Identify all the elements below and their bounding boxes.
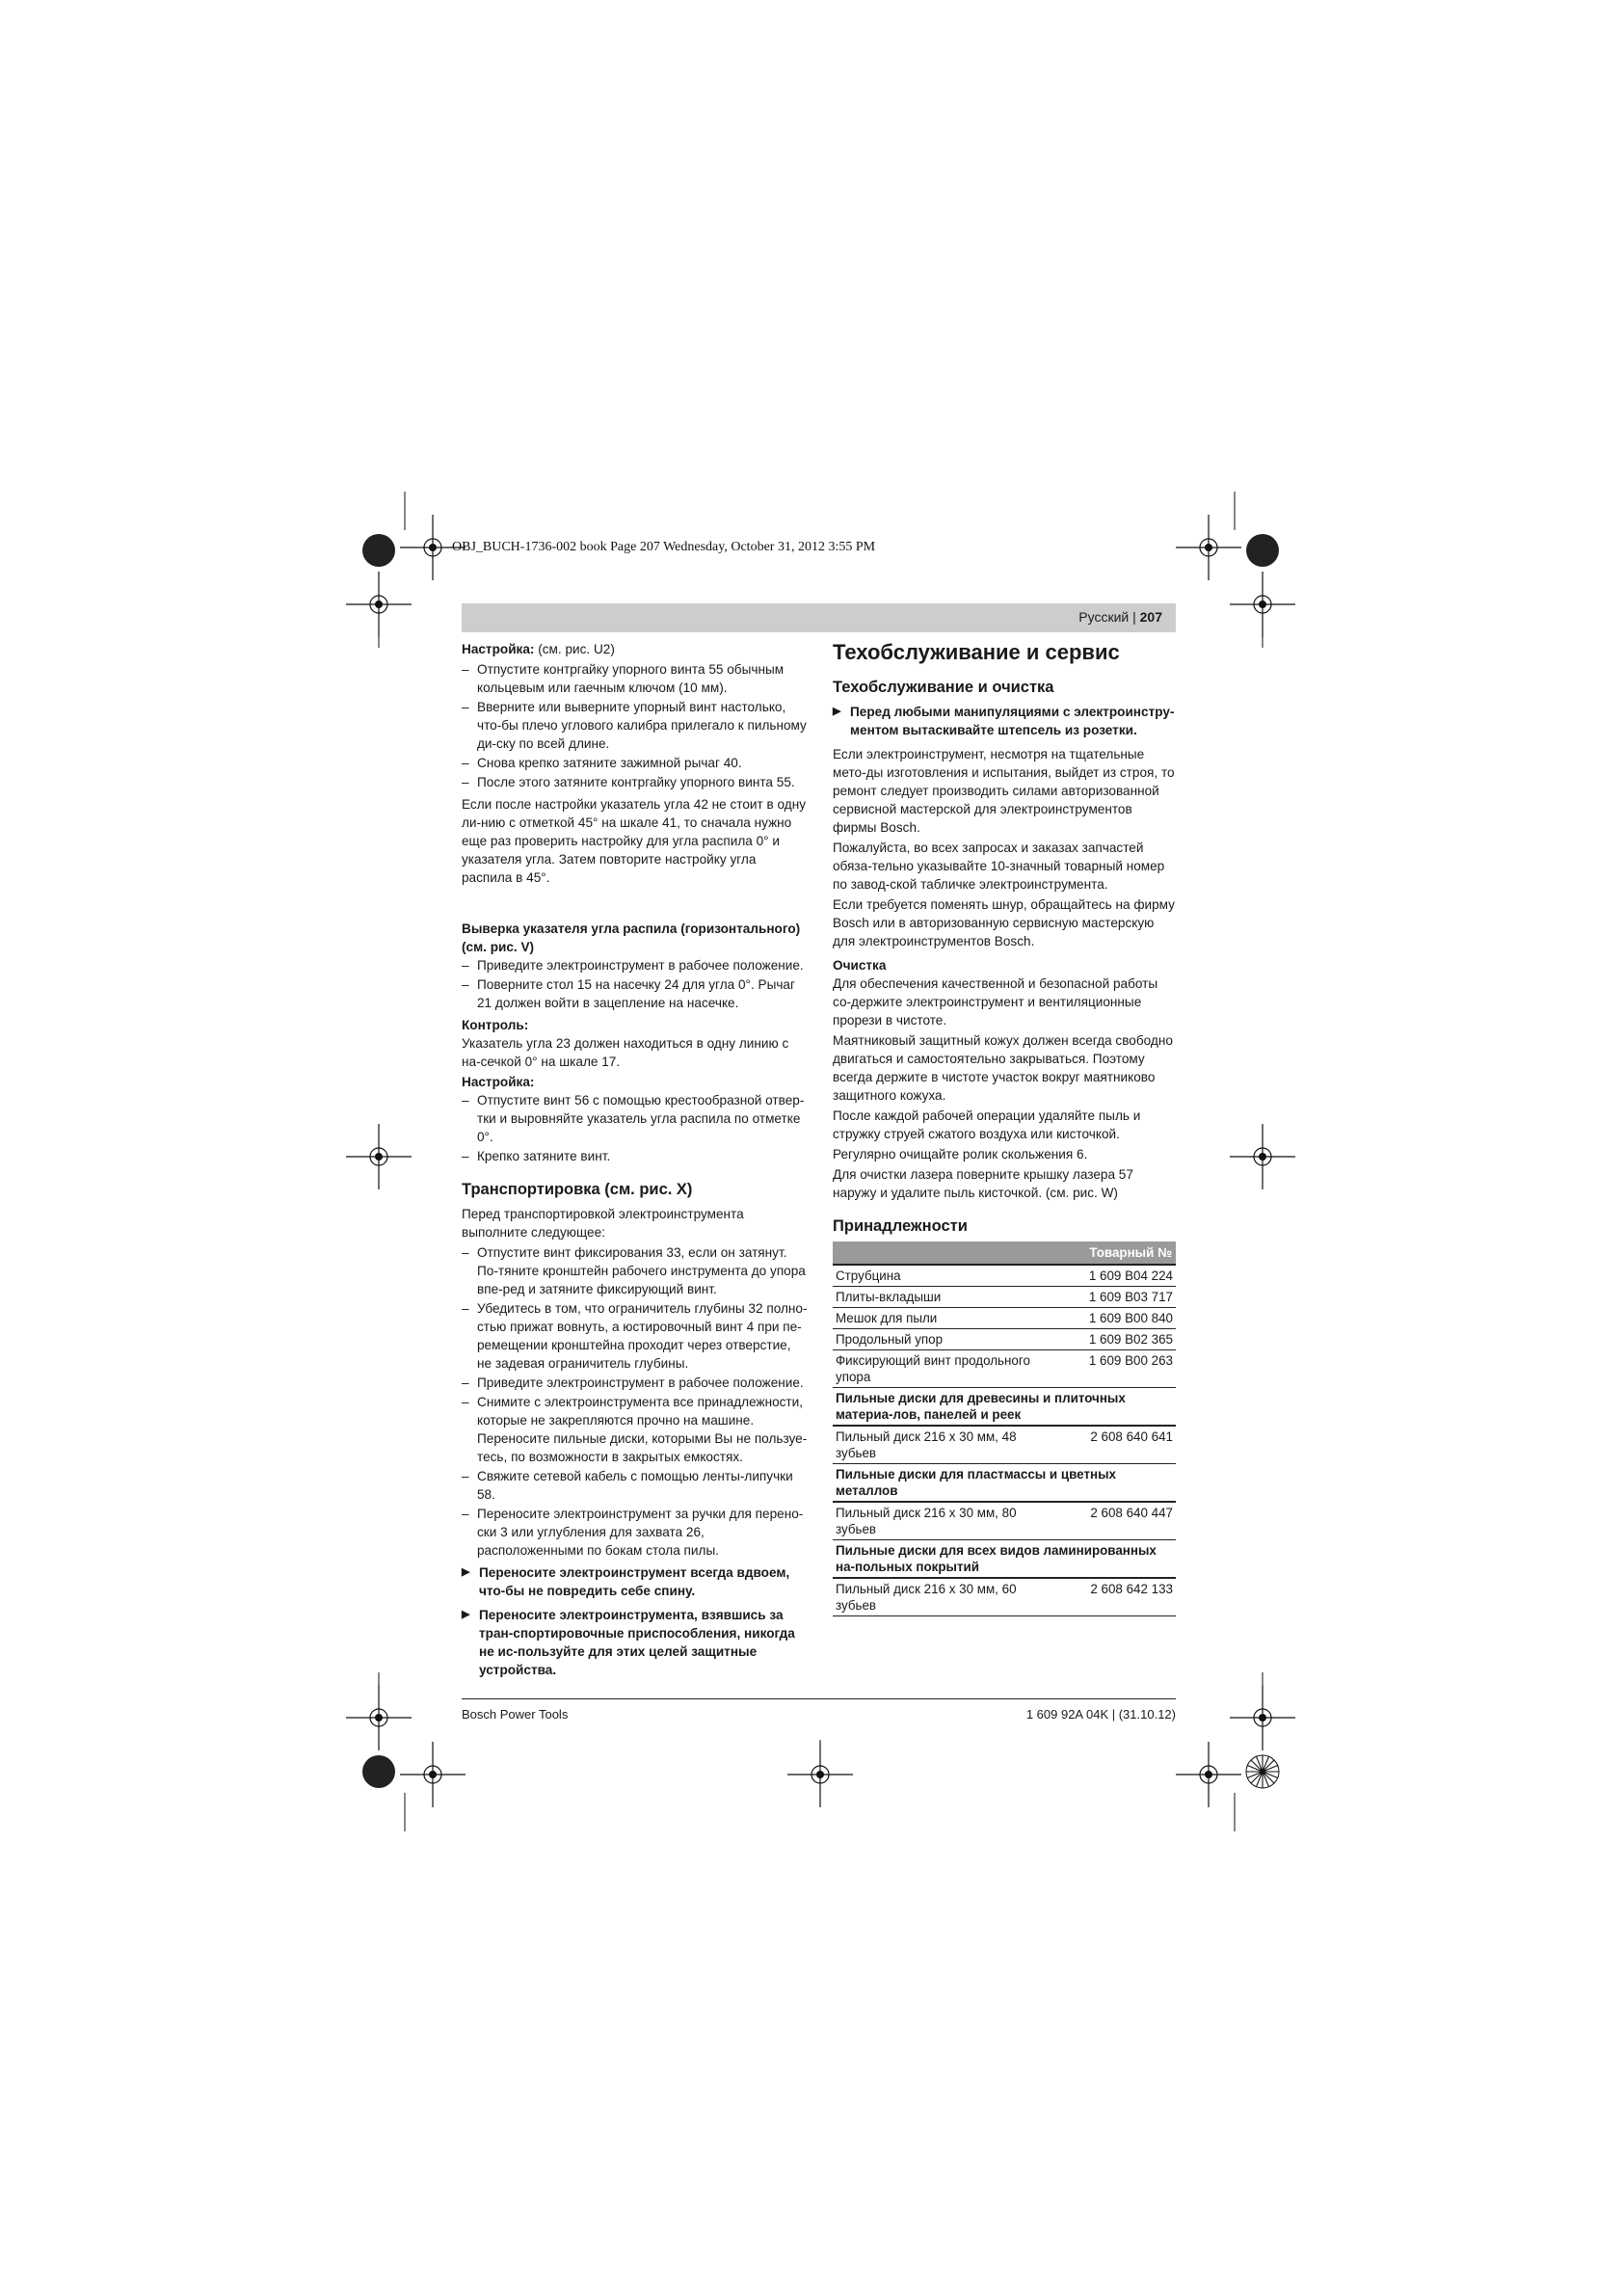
table-category-row — [833, 1540, 1176, 1579]
item-number: 1 609 B00 840 — [1063, 1308, 1176, 1329]
table-row — [833, 1350, 1176, 1388]
item-name: Плиты-вкладыши — [833, 1287, 1063, 1308]
item-number: 1 609 B00 263 — [1063, 1350, 1176, 1388]
category-label: Пильные диски для древесины и плиточных материа-лов, панелей и реек — [833, 1388, 1176, 1427]
cleaning-paragraph-2: Маятниковый защитный кожух должен всегда свободно двигаться и самостоятельно закрываться. Поэтому всегда держите в чистоте участок вокруг маятниково защитного кожуха. — [833, 1033, 1173, 1103]
list-item: – Приведите электроинструмент в рабочее положение. — [462, 1374, 809, 1392]
item-number: 1 609 B04 224 — [1063, 1265, 1176, 1287]
table-category-row — [833, 1388, 1176, 1427]
list-item: – Снова крепко затяните зажимной рычаг 40. — [462, 754, 809, 772]
list-item: – Отпустите контргайку упорного винта 55 обычным кольцевым или гаечным ключом (10 мм). — [462, 660, 809, 697]
header-separator: | — [1129, 609, 1140, 625]
setup1-list — [462, 660, 809, 791]
table-row — [833, 1265, 1176, 1287]
table-row — [833, 1308, 1176, 1329]
table-row — [833, 1578, 1176, 1616]
maintenance-title: Техобслуживание и очистка — [833, 679, 1054, 696]
page-header — [1078, 609, 1162, 625]
table-row — [833, 1426, 1176, 1464]
transport-intro: Перед транспортировкой электроинструмента выполните следующее: — [462, 1207, 744, 1240]
item-number: 1 609 B02 365 — [1063, 1329, 1176, 1350]
item-number: 1 609 B03 717 — [1063, 1287, 1176, 1308]
setup1-note: Если после настройки указатель угла 42 не стоит в одну ли-нию с отметкой 45° на шкале 41, то сначала нужно еще раз проверить настройку для угла распила 0° и указателя угла. Затем повторите настройку угла распила в 45°. — [462, 797, 807, 885]
right-column — [833, 640, 1176, 1616]
transport-title: Транспортировка (см. рис. X) — [462, 1181, 693, 1198]
transport-list — [462, 1243, 809, 1560]
item-name: Пильный диск 216 x 30 мм, 60 зубьев — [833, 1578, 1063, 1616]
item-name: Пильный диск 216 x 30 мм, 48 зубьев — [833, 1426, 1063, 1464]
table-category-row — [833, 1464, 1176, 1503]
list-item: – Поверните стол 15 на насечку 24 для угла 0°. Рычаг 21 должен войти в зацепление на насечке. — [462, 975, 809, 1012]
list-item: – Приведите электроинструмент в рабочее положение. — [462, 956, 809, 974]
accessories-title: Принадлежности — [833, 1217, 968, 1235]
main-section-title: Техобслуживание и сервис — [833, 640, 1120, 664]
setup2-list — [462, 1091, 809, 1165]
list-item: – Вверните или выверните упорный винт настолько, что-бы плечо углового калибра прилегало к пильному ди-ску по всей длине. — [462, 698, 809, 753]
list-item: – Переносите электроинструмент за ручки для перено-ски 3 или углубления для захвата 26, расположенными по бокам стола пилы. — [462, 1505, 809, 1560]
align-title: Выверка указателя угла распила (горизонтального) (см. рис. V) — [462, 921, 801, 954]
left-column — [462, 640, 809, 1685]
page-number: 207 — [1139, 609, 1162, 625]
table-row — [833, 1329, 1176, 1350]
list-item: – Крепко затяните винт. — [462, 1147, 809, 1165]
accessories-table — [833, 1241, 1176, 1616]
list-item: – Отпустите винт фиксирования 33, если он затянут. По-тяните кронштейн рабочего инструмента до упора впе-ред и затяните фиксирующий винт. — [462, 1243, 809, 1298]
header-language: Русский — [1078, 609, 1130, 625]
transport-warning-1: ▶ Переносите электроинструмент всегда вдвоем, что-бы не повредить себе спину. — [462, 1563, 809, 1600]
table-row — [833, 1502, 1176, 1540]
list-item: – Свяжите сетевой кабель с помощью ленты-липучки 58. — [462, 1467, 809, 1504]
service-paragraph-1: Если электроинструмент, несмотря на тщательные мето-ды изготовления и испытания, выйдет из строя, то ремонт следует производить силами авторизованной сервисной мастерской для электроинструментов фирмы Bosch. — [833, 747, 1175, 835]
service-paragraph-2: Пожалуйста, во всех запросах и заказах запчастей обяза-тельно указывайте 10-значный товарный номер по завод-ской табличке электроинструмента. — [833, 841, 1165, 892]
item-name: Пильный диск 216 x 30 мм, 80 зубьев — [833, 1502, 1063, 1540]
table-header: Товарный № — [833, 1241, 1176, 1265]
list-item: – После этого затяните контргайку упорного винта 55. — [462, 773, 809, 791]
control-title: Контроль: — [462, 1018, 529, 1032]
footer-rule — [462, 1698, 1176, 1699]
cleaning-paragraph-1: Для обеспечения качественной и безопасной работы со-держите электроинструмент и вентиляционные прорези в чистоте. — [833, 976, 1158, 1028]
footer-doc-number: 1 609 92A 04K | (31.10.12) — [1025, 1707, 1176, 1722]
setup2-title: Настройка: — [462, 1075, 535, 1089]
cleaning-paragraph-5: Для очистки лазера поверните крышку лазера 57 наружу и удалите пыль кисточкой. (см. рис. W) — [833, 1167, 1133, 1200]
list-item: – Убедитесь в том, что ограничитель глубины 32 полно-стью прижат вовнуть, а юстировочный винт 4 при пе-ремещении кронштейна проходит через отверстие, не задевая ограничитель глубины. — [462, 1299, 809, 1373]
print-slug: OBJ_BUCH-1736-002 book Page 207 Wednesday, October 31, 2012 3:55 PM — [452, 540, 876, 554]
item-name: Струбцина — [833, 1265, 1063, 1287]
table-row — [833, 1287, 1176, 1308]
item-name: Продольный упор — [833, 1329, 1063, 1350]
cleaning-title: Очистка — [833, 958, 887, 973]
cleaning-paragraph-4: Регулярно очищайте ролик скольжения 6. — [833, 1147, 1088, 1161]
setup1-title: Настройка: — [462, 642, 535, 656]
list-item: – Снимите с электроинструмента все принадлежности, которые не закрепляются прочно на машине. Переносите пильные диски, которыми Вы не пользуе-тесь, по возможности в закрытых емкостях. — [462, 1393, 809, 1466]
list-item: – Отпустите винт 56 с помощью крестообразной отвер-тки и выровняйте указатель угла распила по отметке 0°. — [462, 1091, 809, 1146]
footer-brand: Bosch Power Tools — [462, 1707, 569, 1722]
service-paragraph-3: Если требуется поменять шнур, обращайтесь на фирму Bosch или в авторизованную сервисную мастерскую для электроинструментов Bosch. — [833, 897, 1175, 948]
item-number: 2 608 642 133 — [1063, 1578, 1176, 1616]
item-name: Фиксирующий винт продольного упора — [833, 1350, 1063, 1388]
transport-warning-2: ▶ Переносите электроинструмента, взявшись за тран-спортировочные приспособления, никогда не ис-пользуйте для этих целей защитные устройства. — [462, 1606, 809, 1679]
item-number: 2 608 640 641 — [1063, 1426, 1176, 1464]
category-label: Пильные диски для всех видов ламинированных на-польных покрытий — [833, 1540, 1176, 1579]
setup1-ref: (см. рис. U2) — [534, 642, 615, 656]
align-list — [462, 956, 809, 1012]
control-text: Указатель угла 23 должен находиться в одну линию с на-сечкой 0° на шкале 17. — [462, 1036, 789, 1069]
category-label: Пильные диски для пластмассы и цветных металлов — [833, 1464, 1176, 1503]
unplug-warning: ▶ Перед любыми манипуляциями с электроинстру-ментом вытаскивайте штепсель из розетки. — [833, 703, 1176, 739]
cleaning-paragraph-3: После каждой рабочей операции удаляйте пыль и стружку струей сжатого воздуха или кисточкой. — [833, 1108, 1141, 1141]
item-number: 2 608 640 447 — [1063, 1502, 1176, 1540]
item-name: Мешок для пыли — [833, 1308, 1063, 1329]
page-header-bar — [462, 603, 1176, 632]
